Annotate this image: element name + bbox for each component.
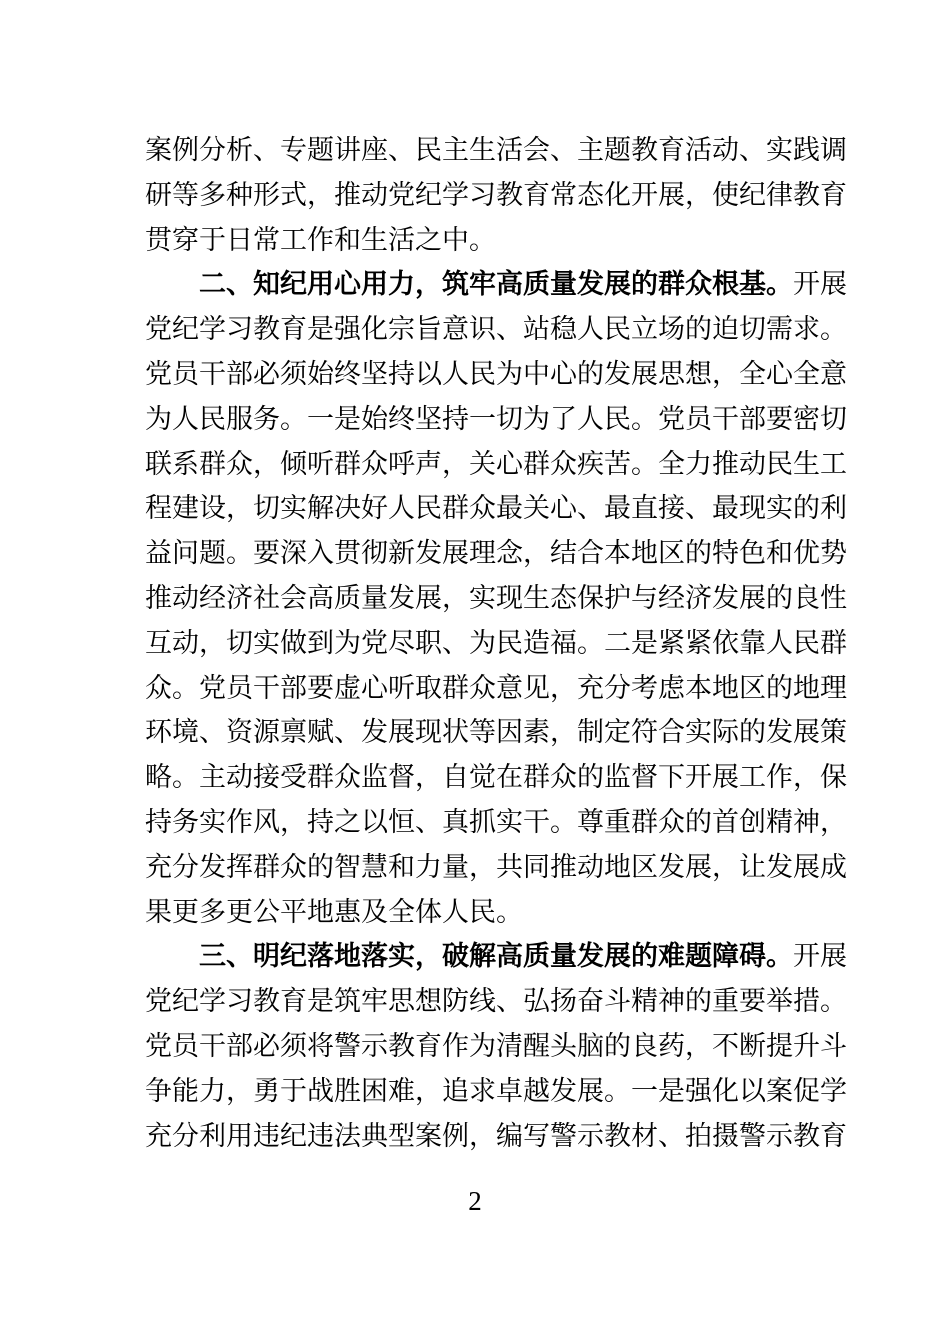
paragraph bbox=[145, 263, 847, 935]
line-text: 党员干部必须始终坚持以人民为中心的发展思想，全心全意 bbox=[145, 358, 847, 390]
line-text: 程建设，切实解决好人民群众最关心、最直接、最现实的利 bbox=[145, 493, 847, 525]
line-text: 开展 bbox=[793, 941, 847, 973]
text-line bbox=[145, 846, 847, 891]
text-line bbox=[145, 756, 847, 801]
line-text: 研等多种形式，推动党纪学习教育常态化开展，使纪律教育 bbox=[145, 179, 847, 211]
text-line bbox=[145, 129, 847, 174]
paragraph bbox=[145, 935, 847, 1159]
text-line bbox=[145, 1070, 847, 1115]
text-line bbox=[145, 219, 806, 264]
text-line bbox=[145, 935, 847, 980]
line-text: 党纪学习教育是强化宗旨意识、站稳人民立场的迫切需求。 bbox=[145, 314, 847, 346]
text-line bbox=[145, 667, 847, 712]
line-text: 果更多更公平地惠及全体人民。 bbox=[145, 896, 523, 928]
line-text: 党纪学习教育是筑牢思想防线、弘扬奋斗精神的重要举措。 bbox=[145, 986, 847, 1018]
text-line bbox=[145, 443, 847, 488]
line-text: 案例分析、专题讲座、民主生活会、主题教育活动、实践调 bbox=[145, 135, 847, 166]
text-line bbox=[145, 353, 847, 398]
document-body bbox=[145, 129, 847, 1159]
text-line bbox=[145, 891, 806, 936]
line-text: 充分发挥群众的智慧和力量，共同推动地区发展，让发展成 bbox=[145, 851, 847, 883]
line-text: 争能力，勇于战胜困难，追求卓越发展。一是强化以案促学 bbox=[145, 1075, 847, 1107]
text-line bbox=[145, 532, 847, 577]
line-text: 持务实作风，持之以恒、真抓实干。尊重群众的首创精神， bbox=[145, 806, 847, 838]
text-line bbox=[145, 174, 847, 219]
text-line bbox=[145, 308, 847, 353]
text-line bbox=[145, 398, 847, 443]
section-heading: 三、明纪落地落实，破解高质量发展的难题障碍。 bbox=[199, 941, 793, 973]
paragraph bbox=[145, 129, 847, 263]
text-line bbox=[145, 711, 847, 756]
line-text: 环境、资源禀赋、发展现状等因素，制定符合实际的发展策 bbox=[145, 717, 847, 749]
page-number: 2 bbox=[468, 1186, 482, 1216]
text-line bbox=[145, 801, 847, 846]
line-text: 联系群众，倾听群众呼声，关心群众疾苦。全力推动民生工 bbox=[145, 448, 847, 480]
line-text: 推动经济社会高质量发展，实现生态保护与经济发展的良性 bbox=[145, 582, 847, 614]
text-line bbox=[145, 487, 847, 532]
line-text: 开展 bbox=[793, 269, 847, 301]
line-text: 充分利用违纪违法典型案例，编写警示教材、拍摄警示教育 bbox=[145, 1120, 847, 1152]
section-heading: 二、知纪用心用力，筑牢高质量发展的群众根基。 bbox=[199, 269, 793, 301]
text-line bbox=[145, 1025, 847, 1070]
text-line bbox=[145, 622, 847, 667]
line-text: 互动，切实做到为党尽职、为民造福。二是紧紧依靠人民群 bbox=[145, 627, 847, 659]
line-text: 为人民服务。一是始终坚持一切为了人民。党员干部要密切 bbox=[145, 403, 847, 435]
text-line bbox=[145, 1115, 847, 1160]
text-line bbox=[145, 577, 847, 622]
text-line bbox=[145, 980, 847, 1025]
line-text: 略。主动接受群众监督，自觉在群众的监督下开展工作，保 bbox=[145, 762, 847, 794]
text-line bbox=[145, 263, 847, 308]
line-text: 众。党员干部要虚心听取群众意见，充分考虑本地区的地理 bbox=[145, 672, 847, 704]
line-text: 党员干部必须将警示教育作为清醒头脑的良药，不断提升斗 bbox=[145, 1030, 847, 1062]
line-text: 贯穿于日常工作和生活之中。 bbox=[145, 224, 496, 256]
line-text: 益问题。要深入贯彻新发展理念，结合本地区的特色和优势 bbox=[145, 538, 847, 570]
